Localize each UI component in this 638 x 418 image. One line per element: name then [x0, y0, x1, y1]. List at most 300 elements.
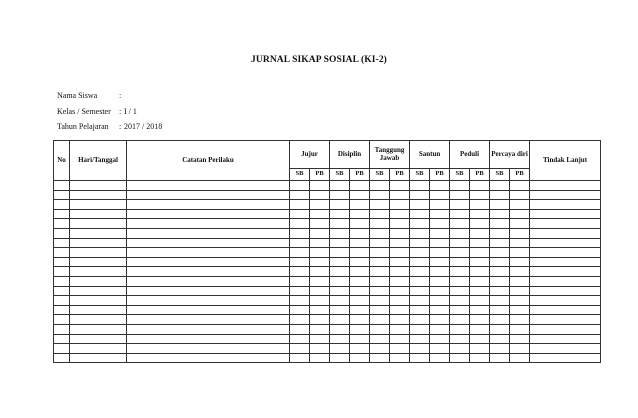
- table-cell: [350, 200, 370, 210]
- table-cell: [330, 190, 350, 200]
- table-cell: [390, 248, 410, 258]
- table-cell: [450, 305, 470, 315]
- table-cell: [490, 276, 510, 286]
- table-cell: [510, 324, 530, 334]
- info-value: 2017 / 2018: [124, 122, 163, 131]
- table-cell: [510, 190, 530, 200]
- table-cell: [54, 305, 70, 315]
- table-cell: [470, 248, 490, 258]
- table-cell: [350, 296, 370, 306]
- table-cell: [510, 257, 530, 267]
- table-cell: [127, 209, 290, 219]
- table-cell: [490, 181, 510, 191]
- col-header-followup: Tindak Lanjut: [530, 141, 601, 181]
- table-cell: [70, 190, 127, 200]
- table-cell: [370, 344, 390, 354]
- col-header-notes: Catatan Perilaku: [127, 141, 290, 181]
- col-header-tanggung-jawab: Tanggung Jawab: [370, 141, 410, 169]
- table-cell: [54, 344, 70, 354]
- table-cell: [430, 276, 450, 286]
- table-cell: [350, 344, 370, 354]
- table-cell: [410, 248, 430, 258]
- table-cell: [410, 286, 430, 296]
- table-cell: [470, 190, 490, 200]
- table-cell: [310, 219, 330, 229]
- table-cell: [510, 334, 530, 344]
- table-cell: [530, 219, 601, 229]
- table-cell: [290, 315, 310, 325]
- table-cell: [470, 276, 490, 286]
- table-cell: [330, 324, 350, 334]
- table-cell: [350, 305, 370, 315]
- table-cell: [530, 209, 601, 219]
- table-cell: [310, 190, 330, 200]
- table-cell: [470, 344, 490, 354]
- table-cell: [430, 209, 450, 219]
- table-cell: [310, 334, 330, 344]
- table-row: [54, 286, 601, 296]
- table-cell: [330, 200, 350, 210]
- table-cell: [450, 238, 470, 248]
- table-cell: [350, 238, 370, 248]
- table-cell: [54, 267, 70, 277]
- table-cell: [127, 257, 290, 267]
- table-cell: [370, 276, 390, 286]
- sub-header-sb: SB: [490, 169, 510, 181]
- table-cell: [410, 334, 430, 344]
- table-cell: [390, 219, 410, 229]
- table-cell: [330, 219, 350, 229]
- table-cell: [54, 353, 70, 363]
- col-header-no: No: [54, 141, 70, 181]
- table-cell: [490, 219, 510, 229]
- table-cell: [450, 286, 470, 296]
- table-cell: [450, 296, 470, 306]
- table-cell: [127, 305, 290, 315]
- table-cell: [370, 257, 390, 267]
- table-cell: [390, 267, 410, 277]
- table-cell: [490, 200, 510, 210]
- table-cell: [390, 209, 410, 219]
- table-cell: [70, 315, 127, 325]
- info-value: I / 1: [124, 107, 137, 116]
- table-cell: [390, 296, 410, 306]
- table-cell: [127, 267, 290, 277]
- table-cell: [390, 276, 410, 286]
- info-label: Tahun Pelajaran: [57, 122, 109, 131]
- table-cell: [390, 324, 410, 334]
- table-cell: [310, 228, 330, 238]
- table-cell: [370, 228, 390, 238]
- table-cell: [530, 267, 601, 277]
- table-cell: [350, 257, 370, 267]
- table-cell: [450, 257, 470, 267]
- table-cell: [350, 219, 370, 229]
- table-cell: [530, 353, 601, 363]
- table-cell: [530, 257, 601, 267]
- table-cell: [70, 257, 127, 267]
- table-cell: [370, 324, 390, 334]
- table-cell: [390, 305, 410, 315]
- table-cell: [490, 315, 510, 325]
- table-cell: [390, 181, 410, 191]
- table-cell: [350, 228, 370, 238]
- table-cell: [370, 181, 390, 191]
- table-cell: [330, 305, 350, 315]
- table-cell: [530, 286, 601, 296]
- table-cell: [490, 190, 510, 200]
- table-cell: [330, 267, 350, 277]
- table-cell: [127, 344, 290, 354]
- table-cell: [510, 248, 530, 258]
- table-row: [54, 257, 601, 267]
- table-cell: [450, 267, 470, 277]
- table-cell: [70, 219, 127, 229]
- table-cell: [290, 219, 310, 229]
- table-cell: [450, 324, 470, 334]
- table-cell: [430, 353, 450, 363]
- table-cell: [350, 324, 370, 334]
- table-cell: [350, 353, 370, 363]
- table-cell: [430, 238, 450, 248]
- table-cell: [370, 219, 390, 229]
- table-cell: [410, 181, 430, 191]
- table-cell: [70, 228, 127, 238]
- info-separator: :: [119, 91, 122, 100]
- table-cell: [54, 286, 70, 296]
- table-cell: [510, 315, 530, 325]
- table-cell: [390, 238, 410, 248]
- table-cell: [370, 353, 390, 363]
- table-cell: [290, 190, 310, 200]
- table-cell: [330, 334, 350, 344]
- table-cell: [127, 315, 290, 325]
- col-header-disiplin: Disiplin: [330, 141, 370, 169]
- sub-header-pb: PB: [350, 169, 370, 181]
- table-cell: [410, 267, 430, 277]
- table-cell: [70, 334, 127, 344]
- table-cell: [390, 353, 410, 363]
- table-cell: [70, 296, 127, 306]
- table-cell: [127, 276, 290, 286]
- table-cell: [54, 315, 70, 325]
- table-cell: [410, 276, 430, 286]
- table-cell: [290, 209, 310, 219]
- table-row: [54, 324, 601, 334]
- sub-header-pb: PB: [310, 169, 330, 181]
- col-header-peduli: Peduli: [450, 141, 490, 169]
- table-cell: [430, 315, 450, 325]
- table-cell: [70, 286, 127, 296]
- table-cell: [390, 334, 410, 344]
- table-cell: [54, 296, 70, 306]
- table-cell: [510, 238, 530, 248]
- table-cell: [490, 353, 510, 363]
- table-cell: [290, 267, 310, 277]
- table-cell: [450, 248, 470, 258]
- col-header-jujur: Jujur: [290, 141, 330, 169]
- table-cell: [310, 267, 330, 277]
- sub-header-sb: SB: [410, 169, 430, 181]
- table-cell: [490, 305, 510, 315]
- table-cell: [290, 257, 310, 267]
- table-cell: [450, 209, 470, 219]
- table-cell: [390, 200, 410, 210]
- table-cell: [490, 344, 510, 354]
- table-row: [54, 190, 601, 200]
- table-cell: [70, 267, 127, 277]
- table-cell: [430, 248, 450, 258]
- table-cell: [290, 344, 310, 354]
- sub-header-pb: PB: [430, 169, 450, 181]
- table-cell: [54, 324, 70, 334]
- table-cell: [490, 296, 510, 306]
- info-tahun-pelajaran: [57, 122, 162, 131]
- table-cell: [127, 219, 290, 229]
- table-cell: [470, 257, 490, 267]
- table-cell: [470, 305, 490, 315]
- table-cell: [510, 286, 530, 296]
- table-cell: [430, 228, 450, 238]
- table-cell: [510, 296, 530, 306]
- table-cell: [290, 276, 310, 286]
- table-cell: [54, 181, 70, 191]
- table-cell: [290, 296, 310, 306]
- table-cell: [370, 248, 390, 258]
- table-cell: [127, 181, 290, 191]
- table-cell: [127, 286, 290, 296]
- table-cell: [410, 257, 430, 267]
- table-cell: [390, 190, 410, 200]
- table-cell: [450, 334, 470, 344]
- table-cell: [410, 305, 430, 315]
- table-cell: [530, 190, 601, 200]
- table-cell: [490, 267, 510, 277]
- table-cell: [370, 200, 390, 210]
- table-cell: [70, 200, 127, 210]
- table-cell: [530, 305, 601, 315]
- table-cell: [390, 344, 410, 354]
- journal-table: [53, 140, 601, 363]
- table-row: [54, 276, 601, 286]
- table-cell: [530, 228, 601, 238]
- table-cell: [310, 344, 330, 354]
- table-cell: [54, 219, 70, 229]
- table-cell: [430, 324, 450, 334]
- sub-header-pb: PB: [390, 169, 410, 181]
- table-cell: [370, 305, 390, 315]
- table-cell: [470, 219, 490, 229]
- table-cell: [370, 267, 390, 277]
- col-header-date: Hari/Tanggal: [70, 141, 127, 181]
- table-cell: [510, 219, 530, 229]
- table-row: [54, 238, 601, 248]
- table-cell: [290, 305, 310, 315]
- table-cell: [330, 276, 350, 286]
- table-cell: [530, 315, 601, 325]
- table-cell: [470, 200, 490, 210]
- table-cell: [530, 181, 601, 191]
- table-cell: [290, 334, 310, 344]
- table-cell: [290, 200, 310, 210]
- info-nama-siswa: [57, 91, 124, 100]
- header-row-main: [54, 141, 601, 169]
- table-cell: [530, 334, 601, 344]
- table-cell: [430, 181, 450, 191]
- table-cell: [370, 315, 390, 325]
- table-cell: [350, 181, 370, 191]
- table-row: [54, 248, 601, 258]
- table-cell: [450, 276, 470, 286]
- table-cell: [470, 238, 490, 248]
- table-cell: [410, 344, 430, 354]
- table-cell: [54, 228, 70, 238]
- table-cell: [310, 209, 330, 219]
- table-cell: [430, 190, 450, 200]
- table-cell: [450, 200, 470, 210]
- table-cell: [330, 248, 350, 258]
- table-cell: [290, 286, 310, 296]
- table-row: [54, 305, 601, 315]
- table-cell: [330, 344, 350, 354]
- table-cell: [470, 324, 490, 334]
- table-cell: [54, 209, 70, 219]
- table-cell: [490, 209, 510, 219]
- table-cell: [310, 181, 330, 191]
- table-cell: [490, 257, 510, 267]
- table-cell: [350, 286, 370, 296]
- table-cell: [410, 353, 430, 363]
- table-cell: [390, 315, 410, 325]
- table-cell: [127, 334, 290, 344]
- table-cell: [310, 353, 330, 363]
- table-cell: [410, 238, 430, 248]
- table-cell: [450, 219, 470, 229]
- table-cell: [530, 296, 601, 306]
- table-cell: [430, 334, 450, 344]
- table-cell: [54, 248, 70, 258]
- table-cell: [470, 181, 490, 191]
- table-cell: [350, 248, 370, 258]
- table-cell: [330, 257, 350, 267]
- sub-header-pb: PB: [510, 169, 530, 181]
- info-label: Nama Siswa: [57, 91, 98, 100]
- table-cell: [490, 228, 510, 238]
- table-cell: [310, 305, 330, 315]
- sub-header-sb: SB: [370, 169, 390, 181]
- table-cell: [310, 315, 330, 325]
- table-cell: [430, 257, 450, 267]
- table-cell: [470, 353, 490, 363]
- table-cell: [290, 324, 310, 334]
- table-cell: [310, 257, 330, 267]
- table-cell: [410, 324, 430, 334]
- table-cell: [127, 324, 290, 334]
- table-cell: [310, 238, 330, 248]
- table-cell: [410, 228, 430, 238]
- table-cell: [430, 286, 450, 296]
- table-cell: [70, 238, 127, 248]
- table-cell: [530, 238, 601, 248]
- table-cell: [530, 276, 601, 286]
- table-cell: [490, 238, 510, 248]
- table-cell: [490, 334, 510, 344]
- col-header-santun: Santun: [410, 141, 450, 169]
- table-cell: [370, 334, 390, 344]
- table-cell: [510, 181, 530, 191]
- info-kelas-semester: [57, 107, 137, 116]
- table-cell: [510, 276, 530, 286]
- col-header-percaya-diri: Percaya diri: [490, 141, 530, 169]
- table-row: [54, 228, 601, 238]
- info-label: Kelas / Semester: [57, 107, 111, 116]
- table-cell: [70, 305, 127, 315]
- table-cell: [510, 209, 530, 219]
- table-cell: [510, 353, 530, 363]
- sub-header-sb: SB: [450, 169, 470, 181]
- table-cell: [127, 248, 290, 258]
- table-row: [54, 181, 601, 191]
- table-cell: [410, 315, 430, 325]
- table-cell: [410, 209, 430, 219]
- table-cell: [330, 228, 350, 238]
- table-cell: [410, 219, 430, 229]
- table-cell: [350, 190, 370, 200]
- table-cell: [510, 228, 530, 238]
- table-cell: [350, 267, 370, 277]
- table-cell: [350, 209, 370, 219]
- table-cell: [330, 353, 350, 363]
- table-cell: [530, 344, 601, 354]
- table-cell: [470, 334, 490, 344]
- table-cell: [450, 228, 470, 238]
- table-cell: [330, 181, 350, 191]
- table-cell: [290, 248, 310, 258]
- table-cell: [430, 200, 450, 210]
- table-cell: [54, 334, 70, 344]
- table-cell: [430, 344, 450, 354]
- info-separator: :: [119, 122, 122, 131]
- table-cell: [127, 190, 290, 200]
- table-cell: [330, 238, 350, 248]
- table-row: [54, 219, 601, 229]
- table-cell: [530, 324, 601, 334]
- table-row: [54, 267, 601, 277]
- table-cell: [70, 324, 127, 334]
- table-cell: [470, 267, 490, 277]
- table-cell: [127, 238, 290, 248]
- table-cell: [450, 190, 470, 200]
- table-cell: [310, 324, 330, 334]
- table-cell: [70, 248, 127, 258]
- table-cell: [370, 286, 390, 296]
- table-row: [54, 353, 601, 363]
- table-cell: [450, 353, 470, 363]
- table-cell: [490, 248, 510, 258]
- table-cell: [70, 209, 127, 219]
- table-cell: [290, 228, 310, 238]
- table-cell: [350, 315, 370, 325]
- table-cell: [310, 296, 330, 306]
- table-cell: [510, 344, 530, 354]
- sub-header-sb: SB: [330, 169, 350, 181]
- sub-header-sb: SB: [290, 169, 310, 181]
- table-cell: [390, 286, 410, 296]
- table-cell: [330, 296, 350, 306]
- table-row: [54, 344, 601, 354]
- table-cell: [470, 228, 490, 238]
- table-cell: [70, 276, 127, 286]
